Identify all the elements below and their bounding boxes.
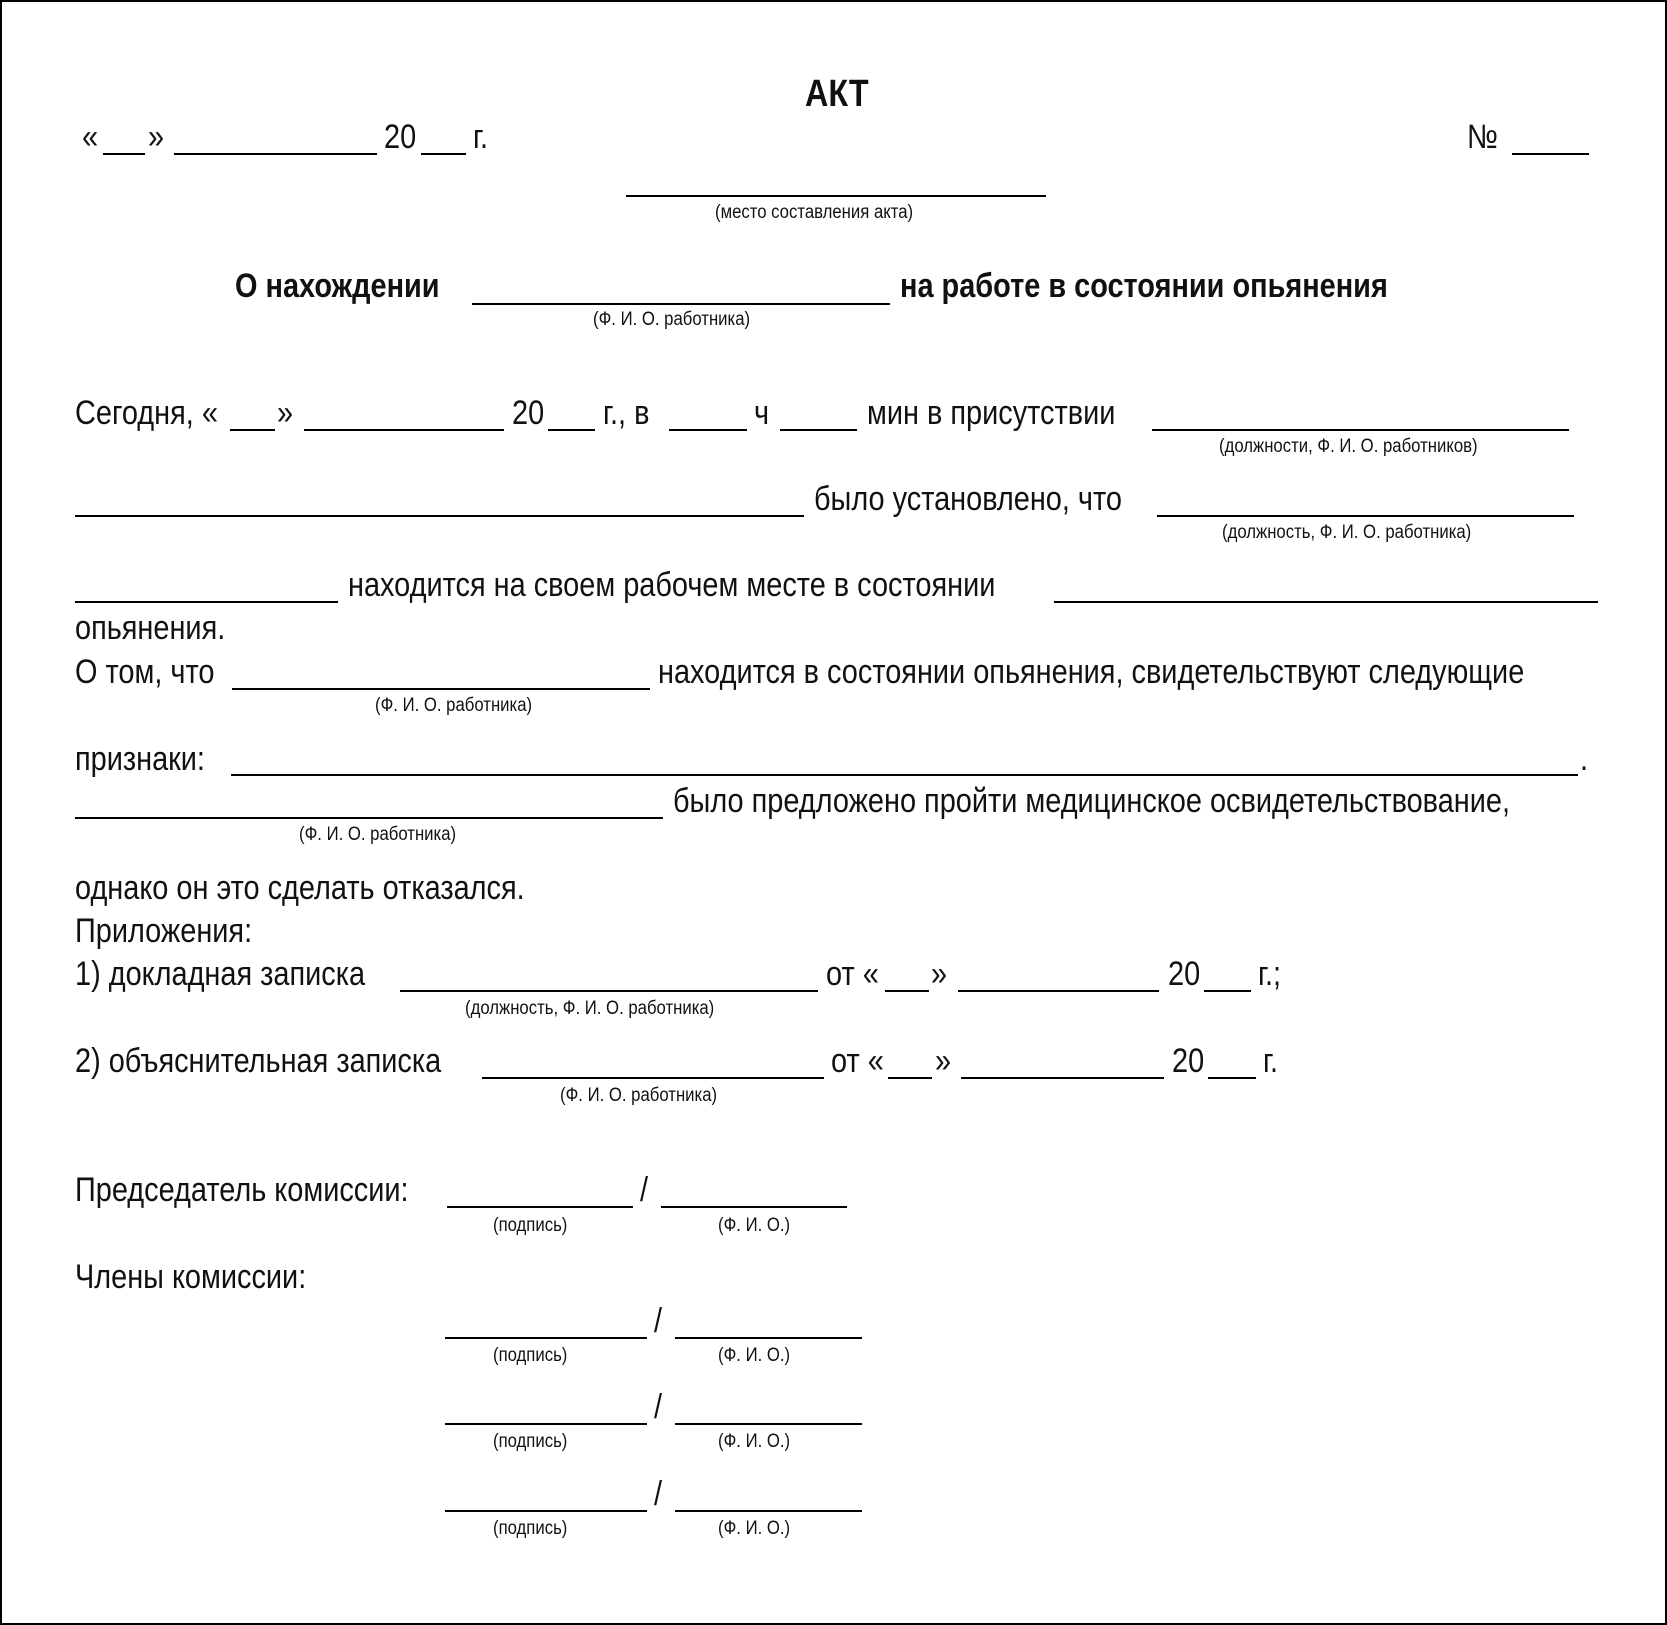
p1-close: » xyxy=(277,394,294,432)
member3-name-blank[interactable] xyxy=(675,1510,862,1512)
p1-caption: (должности, Ф. И. О. работников) xyxy=(1219,436,1478,457)
member1-name-caption: (Ф. И. О.) xyxy=(718,1345,791,1366)
att2-label: 2) объяснительная записка xyxy=(75,1042,442,1080)
member3-sign-caption: (подпись) xyxy=(493,1518,568,1539)
p1-g-v: г., в xyxy=(603,394,650,432)
att1-month-blank[interactable] xyxy=(958,990,1159,992)
p1-min: мин в присутствии xyxy=(867,394,1116,432)
att2-author-blank[interactable] xyxy=(482,1077,824,1079)
p4-caption: (Ф. И. О. работника) xyxy=(375,695,533,716)
p2-lead-blank[interactable] xyxy=(75,515,804,517)
att2-close: » xyxy=(935,1042,952,1080)
header-year-prefix: 20 xyxy=(384,118,417,156)
subject-caption: (Ф. И. О. работника) xyxy=(593,309,751,330)
header-year-suffix: г. xyxy=(473,118,489,156)
header-year-blank[interactable] xyxy=(421,153,466,155)
att1-year: 20 xyxy=(1168,955,1201,993)
header-number-blank[interactable] xyxy=(1512,153,1589,155)
att2-caption: (Ф. И. О. работника) xyxy=(560,1085,718,1106)
member3-name-caption: (Ф. И. О.) xyxy=(718,1518,791,1539)
p6-employee-blank[interactable] xyxy=(75,817,663,819)
p3-lead-blank[interactable] xyxy=(75,601,338,603)
p2-employee-blank[interactable] xyxy=(1157,515,1574,517)
p1-minute-blank[interactable] xyxy=(780,429,857,431)
p7-text: однако он это сделать отказался. xyxy=(75,869,525,907)
place-blank[interactable] xyxy=(626,195,1046,197)
attachments-label: Приложения: xyxy=(75,912,253,950)
p6-text: было предложено пройти медицинское освидетельствование, xyxy=(673,782,1510,820)
p3-text: находится на своем рабочем месте в состоянии xyxy=(348,566,996,604)
member2-name-caption: (Ф. И. О.) xyxy=(718,1431,791,1452)
p5-period: . xyxy=(1580,740,1589,778)
att2-month-blank[interactable] xyxy=(961,1077,1164,1079)
p1-presence-blank[interactable] xyxy=(1152,429,1569,431)
att2-from: от « xyxy=(831,1042,884,1080)
p1-year-blank[interactable] xyxy=(548,429,595,431)
p1-start: Сегодня, « xyxy=(75,394,218,432)
p1-day-blank[interactable] xyxy=(230,429,275,431)
p1-h: ч xyxy=(754,394,770,432)
member2-signature-blank[interactable] xyxy=(445,1423,647,1425)
subject-employee-blank[interactable] xyxy=(472,303,890,305)
p4-text: находится в состоянии опьянения, свидетельствуют следующие xyxy=(658,653,1525,691)
att1-caption: (должность, Ф. И. О. работника) xyxy=(465,998,715,1019)
att2-end: г. xyxy=(1263,1042,1279,1080)
chairman-signature-blank[interactable] xyxy=(447,1206,633,1208)
p1-month-blank[interactable] xyxy=(304,429,504,431)
att1-close: » xyxy=(931,955,948,993)
p1-hour-blank[interactable] xyxy=(669,429,747,431)
subject-suffix: на работе в состоянии опьянения xyxy=(900,267,1388,305)
p2-caption: (должность, Ф. И. О. работника) xyxy=(1222,522,1472,543)
att1-author-blank[interactable] xyxy=(400,990,818,992)
chairman-name-caption: (Ф. И. О.) xyxy=(718,1215,791,1236)
p3-tail: опьянения. xyxy=(75,609,226,647)
att2-year-blank[interactable] xyxy=(1208,1077,1256,1079)
header-date-close: » xyxy=(148,118,165,156)
place-caption: (место составления акта) xyxy=(715,202,914,223)
att1-from: от « xyxy=(826,955,879,993)
chairman-slash: / xyxy=(640,1171,649,1209)
member2-slash: / xyxy=(654,1388,663,1426)
member3-signature-blank[interactable] xyxy=(445,1510,647,1512)
att2-day-blank[interactable] xyxy=(888,1077,932,1079)
att1-year-blank[interactable] xyxy=(1204,990,1251,992)
chairman-name-blank[interactable] xyxy=(661,1206,847,1208)
att2-year: 20 xyxy=(1172,1042,1205,1080)
member1-sign-caption: (подпись) xyxy=(493,1345,568,1366)
header-number-label: № xyxy=(1467,118,1499,156)
p5-signs-blank[interactable] xyxy=(231,774,1578,776)
p6-caption: (Ф. И. О. работника) xyxy=(299,824,457,845)
p3-state-blank[interactable] xyxy=(1054,601,1598,603)
member2-sign-caption: (подпись) xyxy=(493,1431,568,1452)
p1-year: 20 xyxy=(512,394,545,432)
att1-end: г.; xyxy=(1258,955,1282,993)
p2-text: было установлено, что xyxy=(814,480,1122,518)
subject-prefix: О нахождении xyxy=(235,267,440,305)
header-date-open: « xyxy=(82,118,99,156)
chairman-label: Председатель комиссии: xyxy=(75,1171,409,1209)
header-day-blank[interactable] xyxy=(103,153,145,155)
member1-signature-blank[interactable] xyxy=(445,1337,647,1339)
att1-label: 1) докладная записка xyxy=(75,955,366,993)
member3-slash: / xyxy=(654,1475,663,1513)
p4-start: О том, что xyxy=(75,653,215,691)
member1-slash: / xyxy=(654,1302,663,1340)
chairman-sign-caption: (подпись) xyxy=(493,1215,568,1236)
document-title: АКТ xyxy=(805,73,869,115)
att1-day-blank[interactable] xyxy=(885,990,929,992)
members-label: Члены комиссии: xyxy=(75,1258,307,1296)
p5-label: признаки: xyxy=(75,740,205,778)
header-month-blank[interactable] xyxy=(174,153,377,155)
member1-name-blank[interactable] xyxy=(675,1337,862,1339)
p4-employee-blank[interactable] xyxy=(232,688,650,690)
member2-name-blank[interactable] xyxy=(675,1423,862,1425)
